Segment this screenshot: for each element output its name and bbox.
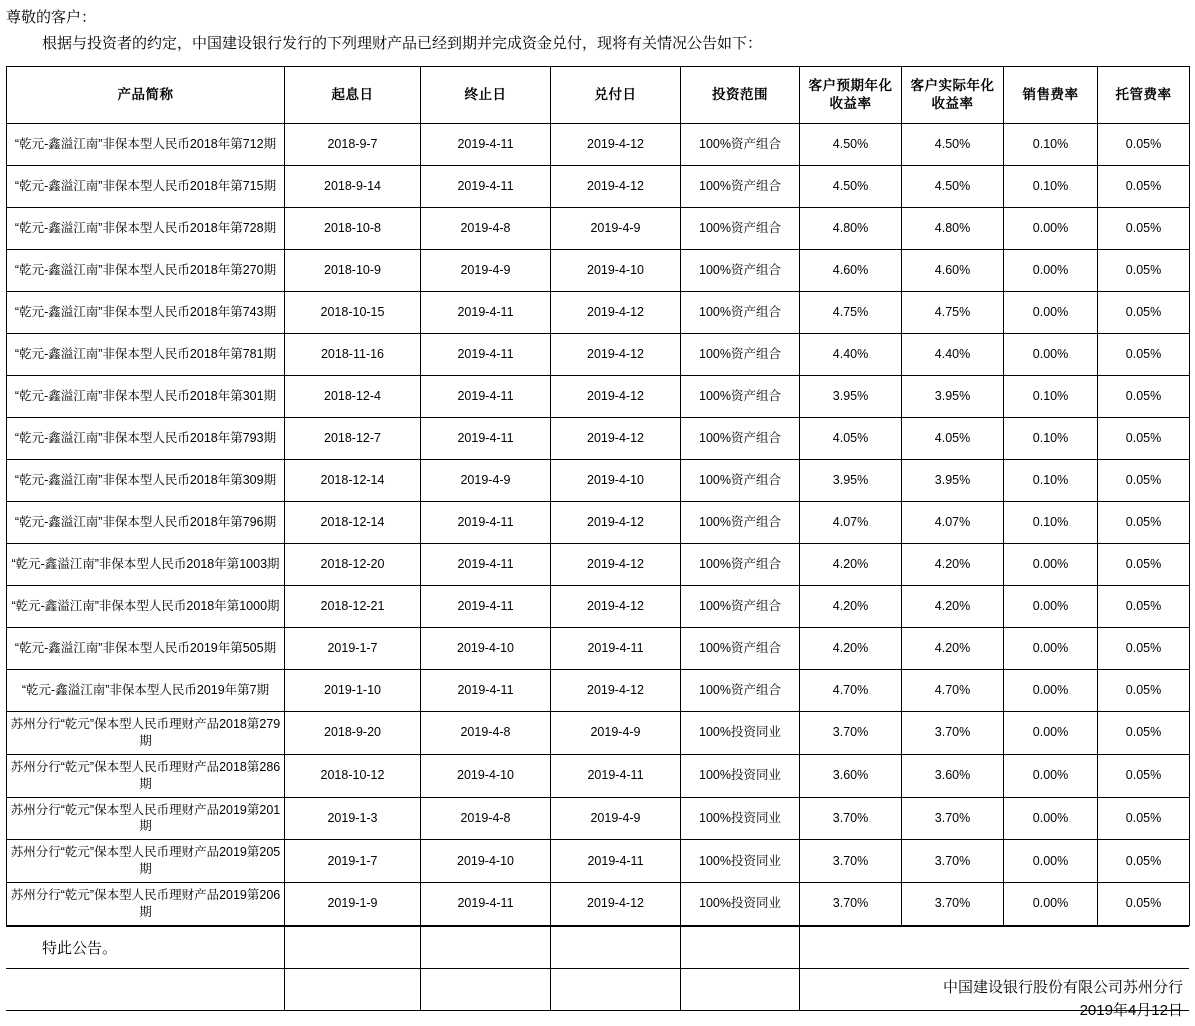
cell-custody-fee: 0.05% [1098,840,1190,883]
cell-start-date: 2018-12-20 [285,544,421,586]
cell-investment-scope: 100%资产组合 [681,418,800,460]
cell-actual-yield: 3.60% [902,754,1004,797]
cell-actual-yield: 4.20% [902,544,1004,586]
cell-sales-fee: 0.00% [1004,797,1098,840]
cell-start-date: 2018-9-20 [285,712,421,755]
cell-product-name: “乾元-鑫溢江南”非保本型人民币2018年第309期 [7,460,285,502]
cell-sales-fee: 0.10% [1004,376,1098,418]
cell-end-date: 2019-4-11 [421,502,551,544]
cell-end-date: 2019-4-8 [421,712,551,755]
cell-end-date: 2019-4-11 [421,418,551,460]
empty-cell [680,968,799,1010]
cell-expected-yield: 4.50% [800,124,902,166]
cell-custody-fee: 0.05% [1098,544,1190,586]
cell-product-name: “乾元-鑫溢江南”非保本型人民币2018年第1000期 [7,586,285,628]
cell-product-name: “乾元-鑫溢江南”非保本型人民币2018年第301期 [7,376,285,418]
cell-end-date: 2019-4-11 [421,376,551,418]
table-row [7,292,1190,334]
cell-sales-fee: 0.00% [1004,586,1098,628]
cell-actual-yield: 4.40% [902,334,1004,376]
cell-end-date: 2019-4-11 [421,334,551,376]
cell-start-date: 2018-12-14 [285,460,421,502]
cell-expected-yield: 3.70% [800,797,902,840]
cell-investment-scope: 100%资产组合 [681,292,800,334]
cell-start-date: 2018-12-4 [285,376,421,418]
cell-end-date: 2019-4-11 [421,586,551,628]
cell-investment-scope: 100%投资同业 [681,712,800,755]
signature-organization: 中国建设银行股份有限公司苏州分行 [942,978,1183,996]
cell-payment-date: 2019-4-12 [551,586,681,628]
cell-end-date: 2019-4-8 [421,797,551,840]
cell-actual-yield: 3.70% [902,883,1004,926]
cell-start-date: 2019-1-9 [285,883,421,926]
cell-actual-yield: 3.95% [902,376,1004,418]
column-header-investment-scope: 投资范围 [681,67,800,124]
cell-expected-yield: 4.75% [800,292,902,334]
cell-start-date: 2018-9-7 [285,124,421,166]
cell-end-date: 2019-4-10 [421,628,551,670]
column-header-start-date: 起息日 [285,67,421,124]
cell-payment-date: 2019-4-9 [551,208,681,250]
closing-notice-row [6,926,1189,968]
column-header-sales-fee: 销售费率 [1004,67,1098,124]
cell-start-date: 2018-12-7 [285,418,421,460]
cell-start-date: 2018-12-14 [285,502,421,544]
table-row [7,670,1190,712]
cell-custody-fee: 0.05% [1098,418,1190,460]
cell-product-name: “乾元-鑫溢江南”非保本型人民币2019年第505期 [7,628,285,670]
cell-sales-fee: 0.00% [1004,250,1098,292]
cell-investment-scope: 100%资产组合 [681,460,800,502]
cell-sales-fee: 0.00% [1004,883,1098,926]
cell-actual-yield: 4.60% [902,250,1004,292]
cell-product-name: 苏州分行“乾元”保本型人民币理财产品2019第206期 [7,883,285,926]
cell-start-date: 2018-11-16 [285,334,421,376]
cell-payment-date: 2019-4-12 [551,166,681,208]
table-row [7,544,1190,586]
cell-start-date: 2018-12-21 [285,586,421,628]
cell-payment-date: 2019-4-12 [551,502,681,544]
cell-expected-yield: 4.40% [800,334,902,376]
cell-product-name: 苏州分行“乾元”保本型人民币理财产品2019第201期 [7,797,285,840]
cell-start-date: 2019-1-10 [285,670,421,712]
cell-investment-scope: 100%资产组合 [681,586,800,628]
cell-product-name: “乾元-鑫溢江南”非保本型人民币2018年第793期 [7,418,285,460]
greeting-line: 尊敬的客户： [6,9,97,26]
cell-custody-fee: 0.05% [1098,292,1190,334]
cell-product-name: 苏州分行“乾元”保本型人民币理财产品2019第205期 [7,840,285,883]
empty-cell [284,926,420,968]
table-row [7,712,1190,755]
empty-cell [680,926,799,968]
cell-payment-date: 2019-4-12 [551,670,681,712]
cell-start-date: 2018-10-8 [285,208,421,250]
cell-actual-yield: 4.07% [902,502,1004,544]
products-table [6,66,1190,926]
cell-product-name: “乾元-鑫溢江南”非保本型人民币2019年第7期 [7,670,285,712]
cell-payment-date: 2019-4-11 [551,754,681,797]
cell-actual-yield: 4.70% [902,670,1004,712]
cell-product-name: “乾元-鑫溢江南”非保本型人民币2018年第715期 [7,166,285,208]
cell-payment-date: 2019-4-12 [551,418,681,460]
cell-sales-fee: 0.00% [1004,292,1098,334]
empty-cell [901,926,1003,968]
column-header-custody-fee: 托管费率 [1098,67,1190,124]
table-row [7,376,1190,418]
cell-investment-scope: 100%投资同业 [681,840,800,883]
cell-actual-yield: 4.50% [902,166,1004,208]
cell-actual-yield: 3.70% [902,797,1004,840]
notice-text: 特此公告。 [6,926,284,968]
table-row [7,586,1190,628]
cell-expected-yield: 3.70% [800,840,902,883]
cell-custody-fee: 0.05% [1098,166,1190,208]
cell-sales-fee: 0.10% [1004,124,1098,166]
cell-investment-scope: 100%投资同业 [681,754,800,797]
cell-custody-fee: 0.05% [1098,628,1190,670]
table-row [7,883,1190,926]
cell-custody-fee: 0.05% [1098,754,1190,797]
table-row [7,797,1190,840]
cell-expected-yield: 3.95% [800,376,902,418]
table-row [7,124,1190,166]
cell-actual-yield: 3.95% [902,460,1004,502]
cell-investment-scope: 100%投资同业 [681,883,800,926]
cell-payment-date: 2019-4-12 [551,544,681,586]
cell-investment-scope: 100%资产组合 [681,670,800,712]
empty-cell [6,968,284,1010]
empty-cell [550,968,680,1010]
cell-investment-scope: 100%资产组合 [681,544,800,586]
cell-actual-yield: 4.75% [902,292,1004,334]
cell-start-date: 2018-10-15 [285,292,421,334]
cell-end-date: 2019-4-9 [421,250,551,292]
cell-actual-yield: 4.80% [902,208,1004,250]
cell-sales-fee: 0.10% [1004,418,1098,460]
cell-product-name: “乾元-鑫溢江南”非保本型人民币2018年第781期 [7,334,285,376]
cell-sales-fee: 0.00% [1004,628,1098,670]
cell-expected-yield: 4.50% [800,166,902,208]
cell-custody-fee: 0.05% [1098,376,1190,418]
empty-cell [420,968,550,1010]
cell-investment-scope: 100%资产组合 [681,124,800,166]
cell-expected-yield: 4.20% [800,586,902,628]
cell-product-name: “乾元-鑫溢江南”非保本型人民币2018年第728期 [7,208,285,250]
cell-sales-fee: 0.10% [1004,502,1098,544]
cell-payment-date: 2019-4-9 [551,712,681,755]
cell-start-date: 2019-1-7 [285,628,421,670]
table-row [7,334,1190,376]
cell-investment-scope: 100%投资同业 [681,797,800,840]
cell-custody-fee: 0.05% [1098,460,1190,502]
cell-expected-yield: 4.20% [800,544,902,586]
cell-actual-yield: 4.20% [902,628,1004,670]
cell-sales-fee: 0.00% [1004,208,1098,250]
cell-end-date: 2019-4-10 [421,840,551,883]
cell-product-name: “乾元-鑫溢江南”非保本型人民币2018年第743期 [7,292,285,334]
signature-block [943,976,1183,1023]
cell-sales-fee: 0.00% [1004,754,1098,797]
cell-expected-yield: 3.60% [800,754,902,797]
table-row [7,754,1190,797]
cell-expected-yield: 4.20% [800,628,902,670]
cell-end-date: 2019-4-8 [421,208,551,250]
products-table-body [7,124,1190,926]
cell-expected-yield: 4.60% [800,250,902,292]
column-header-payment-date: 兑付日 [551,67,681,124]
column-header-actual-yield: 客户实际年化收益率 [902,67,1004,124]
cell-product-name: “乾元-鑫溢江南”非保本型人民币2018年第796期 [7,502,285,544]
cell-custody-fee: 0.05% [1098,250,1190,292]
cell-custody-fee: 0.05% [1098,712,1190,755]
table-row [7,208,1190,250]
cell-custody-fee: 0.05% [1098,208,1190,250]
cell-expected-yield: 4.80% [800,208,902,250]
signature-date: 2019年4月12日 [1079,1001,1183,1019]
cell-payment-date: 2019-4-12 [551,292,681,334]
cell-product-name: “乾元-鑫溢江南”非保本型人民币2018年第1003期 [7,544,285,586]
cell-sales-fee: 0.00% [1004,544,1098,586]
cell-actual-yield: 4.05% [902,418,1004,460]
table-row [7,460,1190,502]
column-header-end-date: 终止日 [421,67,551,124]
cell-end-date: 2019-4-11 [421,166,551,208]
cell-investment-scope: 100%资产组合 [681,628,800,670]
cell-sales-fee: 0.10% [1004,460,1098,502]
cell-start-date: 2018-10-9 [285,250,421,292]
cell-sales-fee: 0.10% [1004,166,1098,208]
cell-custody-fee: 0.05% [1098,797,1190,840]
cell-expected-yield: 3.70% [800,712,902,755]
cell-actual-yield: 3.70% [902,712,1004,755]
cell-payment-date: 2019-4-12 [551,376,681,418]
cell-sales-fee: 0.00% [1004,712,1098,755]
cell-start-date: 2019-1-7 [285,840,421,883]
cell-expected-yield: 4.05% [800,418,902,460]
cell-actual-yield: 4.50% [902,124,1004,166]
cell-payment-date: 2019-4-11 [551,840,681,883]
empty-cell [799,968,901,1010]
cell-end-date: 2019-4-11 [421,292,551,334]
cell-start-date: 2018-9-14 [285,166,421,208]
table-row [7,418,1190,460]
cell-product-name: “乾元-鑫溢江南”非保本型人民币2018年第712期 [7,124,285,166]
table-row [7,250,1190,292]
cell-product-name: 苏州分行“乾元”保本型人民币理财产品2018第286期 [7,754,285,797]
empty-cell [420,926,550,968]
cell-expected-yield: 4.70% [800,670,902,712]
table-row [7,840,1190,883]
cell-payment-date: 2019-4-11 [551,628,681,670]
cell-end-date: 2019-4-11 [421,544,551,586]
cell-end-date: 2019-4-9 [421,460,551,502]
cell-expected-yield: 4.07% [800,502,902,544]
cell-sales-fee: 0.00% [1004,334,1098,376]
cell-custody-fee: 0.05% [1098,586,1190,628]
cell-custody-fee: 0.05% [1098,883,1190,926]
cell-custody-fee: 0.05% [1098,124,1190,166]
column-header-expected-yield: 客户预期年化收益率 [800,67,902,124]
cell-payment-date: 2019-4-10 [551,250,681,292]
cell-payment-date: 2019-4-10 [551,460,681,502]
table-row [7,502,1190,544]
cell-product-name: “乾元-鑫溢江南”非保本型人民币2018年第270期 [7,250,285,292]
empty-cell [799,926,901,968]
cell-investment-scope: 100%资产组合 [681,166,800,208]
cell-investment-scope: 100%资产组合 [681,208,800,250]
table-row [7,166,1190,208]
cell-custody-fee: 0.05% [1098,334,1190,376]
cell-payment-date: 2019-4-12 [551,124,681,166]
cell-expected-yield: 3.95% [800,460,902,502]
cell-custody-fee: 0.05% [1098,502,1190,544]
cell-investment-scope: 100%资产组合 [681,250,800,292]
cell-sales-fee: 0.00% [1004,670,1098,712]
cell-actual-yield: 3.70% [902,840,1004,883]
cell-payment-date: 2019-4-12 [551,883,681,926]
cell-end-date: 2019-4-11 [421,883,551,926]
cell-investment-scope: 100%资产组合 [681,502,800,544]
cell-product-name: 苏州分行“乾元”保本型人民币理财产品2018第279期 [7,712,285,755]
cell-end-date: 2019-4-11 [421,124,551,166]
cell-start-date: 2019-1-3 [285,797,421,840]
cell-payment-date: 2019-4-9 [551,797,681,840]
cell-end-date: 2019-4-11 [421,670,551,712]
empty-cell [1097,926,1189,968]
cell-payment-date: 2019-4-12 [551,334,681,376]
intro-paragraph: 根据与投资者的约定，中国建设银行发行的下列理财产品已经到期并完成资金兑付，现将有关情况公告如下： [42,35,763,52]
cell-start-date: 2018-10-12 [285,754,421,797]
empty-cell [284,968,420,1010]
cell-expected-yield: 3.70% [800,883,902,926]
cell-end-date: 2019-4-10 [421,754,551,797]
empty-cell [1003,926,1097,968]
cell-custody-fee: 0.05% [1098,670,1190,712]
column-header-product-name: 产品简称 [7,67,285,124]
cell-investment-scope: 100%资产组合 [681,334,800,376]
table-header-row [7,67,1190,124]
cell-actual-yield: 4.20% [902,586,1004,628]
cell-sales-fee: 0.00% [1004,840,1098,883]
cell-investment-scope: 100%资产组合 [681,376,800,418]
empty-cell [550,926,680,968]
table-row [7,628,1190,670]
